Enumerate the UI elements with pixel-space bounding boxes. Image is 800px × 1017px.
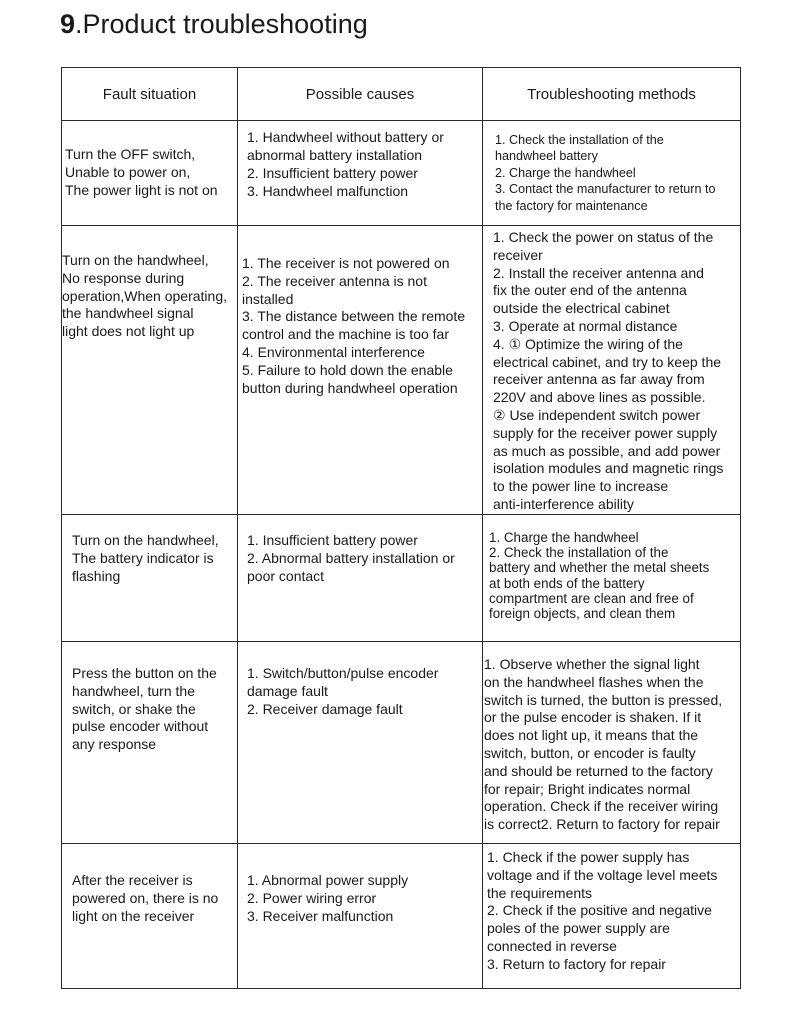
fault-cell bbox=[62, 642, 238, 844]
fault-text: Press the button on the handwheel, turn the switch, or shake the pulse encoder without any response bbox=[72, 665, 217, 753]
fault-cell bbox=[62, 844, 238, 989]
causes-text: 1. Handwheel without battery or abnormal battery installation 2. Insufficient battery power 3. Handwheel malfunction bbox=[247, 129, 444, 199]
table-row bbox=[62, 844, 741, 989]
methods-cell bbox=[483, 121, 741, 226]
page-title bbox=[60, 6, 368, 42]
fault-text: After the receiver is powered on, there is no light on the receiver bbox=[72, 872, 219, 924]
methods-text: 1. Charge the handwheel 2. Check the installation of the battery and whether the metal sheets at both ends of the battery compartment are clean and free of foreign objects, and clean them bbox=[489, 530, 710, 622]
table-row bbox=[62, 515, 741, 642]
causes-cell bbox=[238, 515, 483, 642]
methods-cell bbox=[483, 515, 741, 642]
table-row bbox=[62, 642, 741, 844]
methods-text: 1. Observe whether the signal light on the handwheel flashes when the switch is turned, the button is pressed, or the pulse encoder is shaken. If it does not light up, it means that the switch, button, or encoder is faulty and should be returned to the factory for repair; Bright indicates normal operation. Check if the receiver wiring is correct2. Return to factory for repair bbox=[484, 656, 723, 833]
methods-cell bbox=[483, 226, 741, 515]
causes-text: 1. The receiver is not powered on 2. The receiver antenna is not installed 3. The distance between the remote control and the machine is too far 4. Environmental interference 5. Failure to hold down the enable button during handwheel operation bbox=[242, 255, 466, 396]
table-row bbox=[62, 226, 741, 515]
causes-text: 1. Abnormal power supply 2. Power wiring error 3. Receiver malfunction bbox=[247, 872, 409, 924]
fault-text: Turn the OFF switch, Unable to power on, The power light is not on bbox=[65, 146, 218, 198]
troubleshooting-table bbox=[61, 67, 741, 989]
header-possible-causes: Possible causes bbox=[238, 68, 483, 121]
methods-cell bbox=[483, 642, 741, 844]
causes-cell bbox=[238, 642, 483, 844]
section-title: .Product troubleshooting bbox=[75, 9, 368, 39]
causes-cell bbox=[238, 226, 483, 515]
methods-text: 1. Check the installation of the handwheel battery 2. Charge the handwheel 3. Contact the manufacturer to return to the factory for maintenance bbox=[495, 132, 716, 213]
header-troubleshooting-methods: Troubleshooting methods bbox=[483, 68, 741, 121]
fault-cell bbox=[62, 515, 238, 642]
table-header-row bbox=[62, 68, 741, 121]
fault-cell bbox=[62, 121, 238, 226]
fault-cell bbox=[62, 226, 238, 515]
fault-text: Turn on the handwheel, No response during operation,When operating, the handwheel signal light does not light up bbox=[62, 252, 227, 340]
causes-text: 1. Insufficient battery power 2. Abnormal battery installation or poor contact bbox=[247, 532, 455, 584]
causes-cell bbox=[238, 121, 483, 226]
causes-cell bbox=[238, 844, 483, 989]
methods-text: 1. Check if the power supply has voltage and if the voltage level meets the requirements 2. Check if the positive and negative poles of the power supply are connected in reverse 3. Return to factory for repair bbox=[487, 849, 718, 972]
methods-text: 1. Check the power on status of the receiver 2. Install the receiver antenna and fix the outer end of the antenna outside the electrical cabinet 3. Operate at normal distance 4. ① Optimize the wiring of the electrical cabinet, and try to keep the receiver antenna as far away from 220V and above lines as possible. ② Use independent switch power supply for the receiver power supply as much as possible, and add power isolation modules and magnetic rings to the power line to increase anti-interference ability bbox=[493, 229, 724, 512]
section-number: 9 bbox=[60, 9, 76, 39]
causes-text: 1. Switch/button/pulse encoder damage fault 2. Receiver damage fault bbox=[247, 665, 439, 717]
fault-text: Turn on the handwheel, The battery indicator is flashing bbox=[72, 532, 219, 584]
table-row bbox=[62, 121, 741, 226]
methods-cell bbox=[483, 844, 741, 989]
header-fault-situation: Fault situation bbox=[62, 68, 238, 121]
